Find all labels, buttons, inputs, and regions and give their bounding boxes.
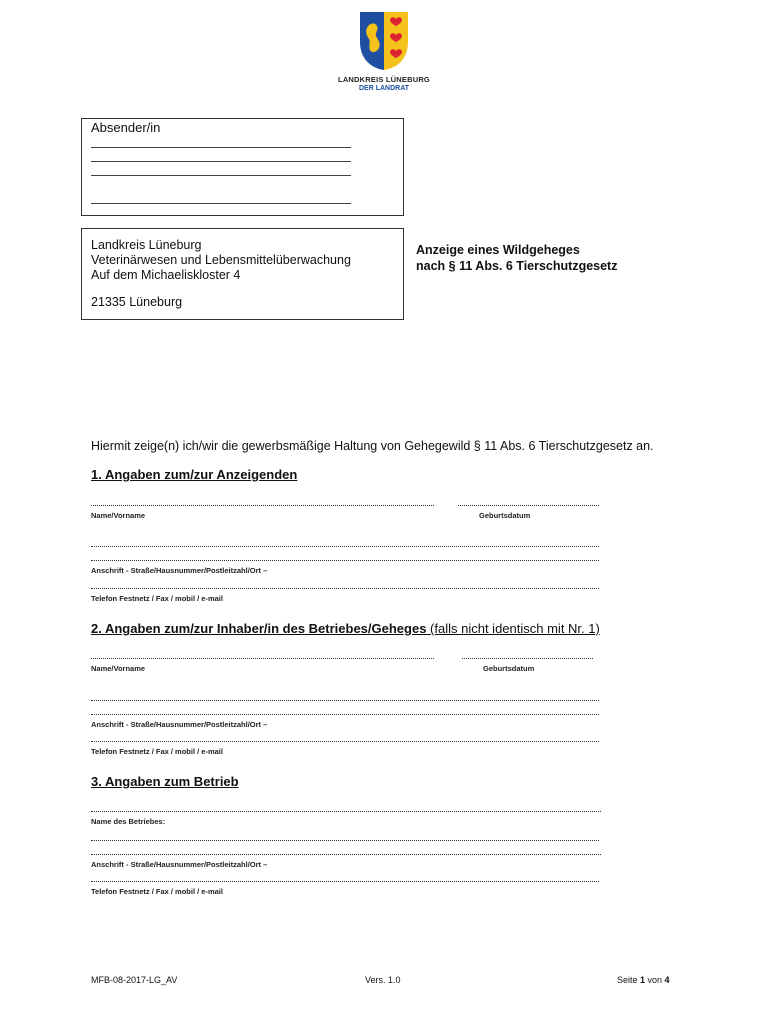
- recipient-zip-city: 21335 Lüneburg: [91, 295, 183, 309]
- footer-page-mid: von: [645, 975, 665, 985]
- landkreis-logo: [336, 10, 432, 90]
- section3-company-name-field[interactable]: [91, 811, 601, 812]
- sender-line[interactable]: [91, 147, 351, 148]
- section2-name-field[interactable]: [91, 658, 434, 659]
- section1-address-label: Anschrift - Straße/Hausnummer/Postleitzahl/Ort –: [91, 566, 268, 575]
- section2-note: (falls nicht identisch mit Nr. 1): [426, 621, 600, 636]
- footer-form-id: MFB-08-2017-LG_AV: [91, 975, 178, 985]
- logo-title: LANDKREIS LÜNEBURG: [338, 75, 430, 84]
- sender-line[interactable]: [91, 161, 351, 162]
- section1-name-field[interactable]: [91, 505, 434, 506]
- footer-page-current: 1: [640, 975, 646, 985]
- section2-title-text: 2. Angaben zum/zur Inhaber/in des Betriebes/Geheges: [91, 621, 427, 636]
- section1-name-label: Name/Vorname: [91, 511, 146, 520]
- section2-address-label: Anschrift - Straße/Hausnummer/Postleitzahl/Ort –: [91, 720, 268, 729]
- sender-line[interactable]: [91, 175, 351, 176]
- form-heading-line2: nach § 11 Abs. 6 Tierschutzgesetz: [416, 259, 618, 273]
- logo-subtitle: DER LANDRAT: [358, 85, 410, 92]
- section1-birthdate-label: Geburtsdatum: [479, 511, 531, 520]
- footer-version: Vers. 1.0: [365, 975, 401, 985]
- section1-address-field[interactable]: [91, 560, 599, 561]
- section2-title: [91, 621, 600, 636]
- section3-phone-field[interactable]: [91, 881, 599, 882]
- section2-birthdate-label: Geburtsdatum: [483, 664, 535, 673]
- section1-birthdate-field[interactable]: [458, 505, 599, 506]
- section3-phone-label: Telefon Festnetz / Fax / mobil / e-mail: [91, 887, 223, 896]
- section2-address-field[interactable]: [91, 714, 599, 715]
- form-heading-line1: Anzeige eines Wildgeheges: [416, 243, 580, 257]
- section1-address-field[interactable]: [91, 546, 599, 547]
- sender-box: [81, 118, 404, 216]
- footer-page-total: 4: [664, 975, 670, 985]
- footer-page-number: [617, 975, 670, 985]
- recipient-line: Veterinärwesen und Lebensmittelüberwachung: [91, 253, 351, 267]
- section2-phone-field[interactable]: [91, 741, 599, 742]
- section2-address-field[interactable]: [91, 700, 599, 701]
- section1-phone-field[interactable]: [91, 588, 599, 589]
- sender-label: Absender/in: [91, 120, 161, 135]
- recipient-line: Auf dem Michaeliskloster 4: [91, 268, 241, 282]
- section1-title: 1. Angaben zum/zur Anzeigenden: [91, 467, 298, 482]
- coat-of-arms-icon: [358, 10, 410, 72]
- section3-address-label: Anschrift - Straße/Hausnummer/Postleitzahl/Ort –: [91, 860, 268, 869]
- recipient-box: [81, 228, 404, 320]
- section2-name-label: Name/Vorname: [91, 664, 146, 673]
- footer-page-prefix: Seite: [617, 975, 641, 985]
- section2-birthdate-field[interactable]: [462, 658, 593, 659]
- section3-title: 3. Angaben zum Betrieb: [91, 774, 239, 789]
- sender-line[interactable]: [91, 203, 351, 204]
- recipient-line: Landkreis Lüneburg: [91, 238, 202, 252]
- section3-address-field[interactable]: [91, 840, 599, 841]
- section1-phone-label: Telefon Festnetz / Fax / mobil / e-mail: [91, 594, 223, 603]
- intro-text: Hiermit zeige(n) ich/wir die gewerbsmäßige Haltung von Gehegewild § 11 Abs. 6 Tierschutzgesetz an.: [91, 439, 654, 453]
- section3-address-field[interactable]: [91, 854, 601, 855]
- section2-phone-label: Telefon Festnetz / Fax / mobil / e-mail: [91, 747, 223, 756]
- section3-company-name-label: Name des Betriebes:: [91, 817, 166, 826]
